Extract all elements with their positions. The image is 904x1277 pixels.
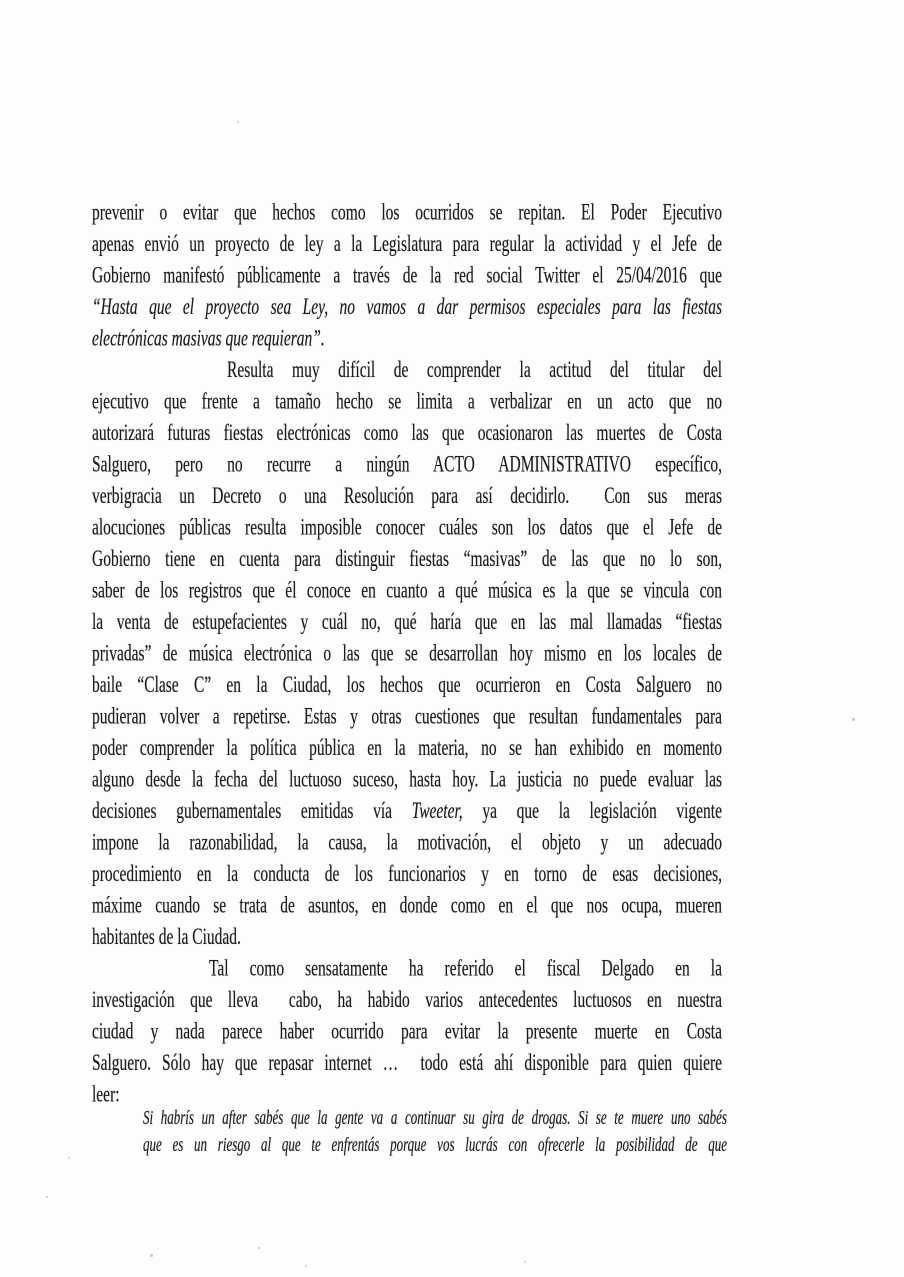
text-segment: Gobierno manifestó públicamente a través de la red social Twitter el 25/04/2016 que — [92, 263, 722, 289]
text-segment: investigación que lleva cabo, ha habido varios antecedentes luctuosos en nuestra — [92, 987, 722, 1013]
text-line — [143, 1131, 727, 1157]
text-segment: ya que la legislación vigente — [462, 798, 722, 824]
text-segment: Resulta muy difícil de comprender la actitud del titular del — [227, 357, 722, 383]
text-segment: leer: — [92, 1082, 120, 1108]
text-line — [92, 985, 722, 1017]
text-line — [92, 355, 722, 387]
text-line — [92, 733, 722, 765]
text-line — [92, 764, 722, 796]
text-segment: alocuciones públicas resulta imposible conocer cuáles son los datos que el Jefe de — [92, 515, 722, 541]
text-line — [92, 229, 722, 261]
scan-speck — [150, 1254, 153, 1257]
text-segment: Tal como sensatamente ha referido el fiscal Delgado en la — [209, 956, 722, 982]
text-line — [92, 575, 722, 607]
text-line — [92, 544, 722, 576]
italic-text-segment: electrónicas masivas que requieran”. — [92, 326, 325, 352]
text-line — [92, 638, 722, 670]
scan-speck — [524, 1261, 526, 1263]
text-line — [92, 197, 722, 229]
text-segment: verbigracia un Decreto o una Resolución para así decidirlo. Con sus meras — [92, 483, 722, 509]
text-segment: privadas” de música electrónica o las que se desarrollan hoy mismo en los locales de — [92, 641, 722, 667]
text-segment: apenas envió un proyecto de ley a la Legislatura para regular la actividad y el Jefe de — [92, 231, 722, 257]
scan-speck — [68, 1157, 70, 1159]
blockquote-internet-testimony — [143, 1105, 727, 1158]
text-line — [92, 827, 722, 859]
text-segment: baile “Clase C” en la Ciudad, los hechos que ocurrieron en Costa Salguero no — [92, 672, 722, 698]
scan-speck — [46, 1196, 48, 1198]
text-segment: máxime cuando se trata de asuntos, en donde como en el que nos ocupa, mueren — [92, 893, 722, 919]
text-segment: alguno desde la fecha del luctuoso suceso, hasta hoy. La justicia no puede evaluar las — [92, 767, 722, 793]
text-segment: autorizará futuras fiestas electrónicas como las que ocasionaron las muertes de Costa — [92, 420, 722, 446]
text-line — [92, 670, 722, 702]
text-line — [92, 701, 722, 733]
text-segment: ciudad y nada parece haber ocurrido para evitar la presente muerte en Costa — [92, 1019, 722, 1045]
text-segment: pudieran volver a repetirse. Estas y otras cuestiones que resultan fundamentales para — [92, 704, 722, 730]
italic-text-segment: Si habrís un after sabés que la gente va a continuar su gira de drogas. Si se te muere uno sabés — [143, 1106, 727, 1129]
paragraph-continued-from-previous-page — [92, 197, 722, 355]
scan-speck — [305, 1265, 307, 1267]
text-line — [92, 1016, 722, 1048]
italic-text-segment: Tweeter, — [411, 798, 463, 824]
paragraph-criticism-of-executive — [92, 355, 722, 954]
text-segment: decisiones gubernamentales emitidas vía — [92, 798, 412, 824]
text-segment: Salguero. Sólo hay que repasar internet … todo está ahí disponible para quien quiere — [92, 1050, 722, 1076]
paragraph-fiscal-delgado-antecedents — [92, 953, 722, 1111]
text-segment: impone la razonabilidad, la causa, la motivación, el objeto y un adecuado — [92, 830, 722, 856]
text-segment: procedimiento en la conducta de los funcionarios y en torno de esas decisiones, — [92, 861, 722, 887]
text-segment: saber de los registros que él conoce en cuanto a qué música es la que se vincula con — [92, 578, 722, 604]
text-line — [92, 922, 722, 954]
text-line — [92, 607, 722, 639]
italic-text-segment: “Hasta que el proyecto sea Ley, no vamos a dar permisos especiales para las fiestas — [92, 294, 722, 320]
text-line — [92, 323, 722, 355]
text-line — [92, 953, 722, 985]
text-segment: habitantes de la Ciudad. — [92, 924, 241, 950]
text-line — [92, 449, 722, 481]
text-line — [92, 512, 722, 544]
scan-speck — [258, 1247, 260, 1249]
text-segment: la venta de estupefacientes y cuál no, qué haría que en las mal llamadas “fiestas — [92, 609, 722, 635]
text-segment: Salguero, pero no recurre a ningún ACTO ADMINISTRATIVO específico, — [92, 452, 722, 478]
text-line — [92, 890, 722, 922]
text-line — [92, 796, 722, 828]
text-line — [143, 1105, 727, 1131]
scan-speck — [237, 121, 239, 123]
text-line — [92, 481, 722, 513]
text-line — [92, 292, 722, 324]
text-segment: prevenir o evitar que hechos como los ocurridos se repitan. El Poder Ejecutivo — [92, 200, 722, 226]
text-line — [92, 418, 722, 450]
text-line — [92, 1048, 722, 1080]
text-line — [92, 859, 722, 891]
text-line — [92, 386, 722, 418]
text-segment: ejecutivo que frente a tamaño hecho se limita a verbalizar en un acto que no — [92, 389, 722, 415]
text-segment: Gobierno tiene en cuenta para distinguir fiestas “masivas” de las que no lo son, — [92, 546, 722, 572]
text-segment: poder comprender la política pública en la materia, no se han exhibido en momento — [92, 735, 722, 761]
scan-speck — [852, 718, 855, 721]
italic-text-segment: que es un riesgo al que te enfrentás porque vos lucrás con ofrecerle la posibilidad de que — [143, 1132, 727, 1155]
text-line — [92, 260, 722, 292]
document-text — [92, 197, 727, 1157]
